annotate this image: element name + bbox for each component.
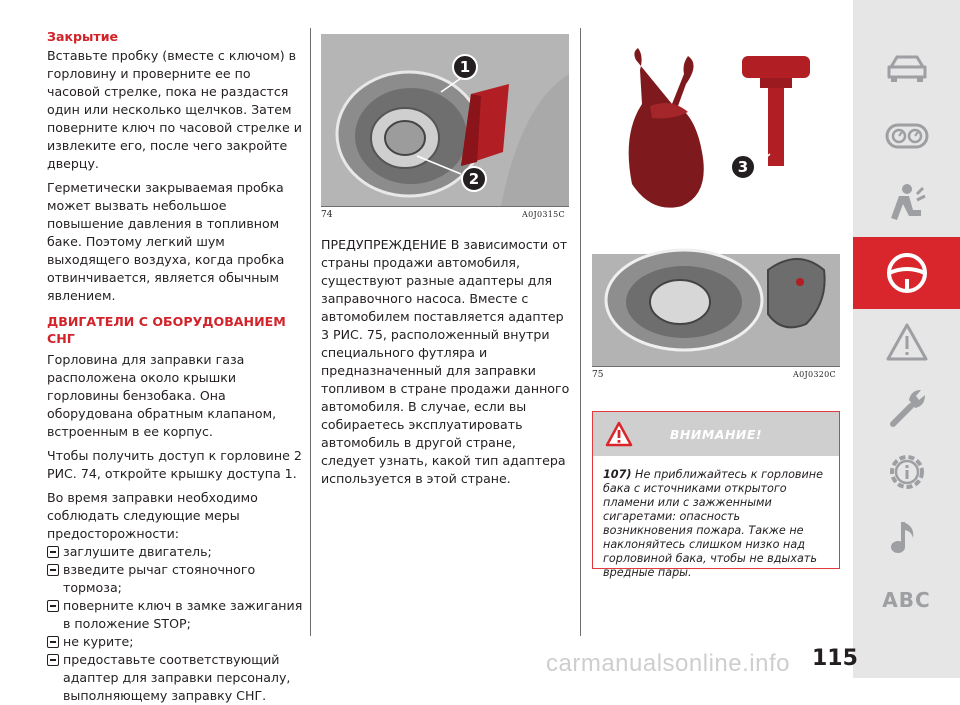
paragraph: Герметически закрываемая пробка может вызвать небольшое повышение давления в топливном баке. Поэтому легкий шум выходящего воздуха, когда пробка отвинчивается, является обычным явлением. bbox=[47, 180, 285, 303]
warning-number: 107) bbox=[603, 468, 632, 481]
section-title-closing: Закрытие bbox=[47, 29, 119, 44]
warning-text: Не приближайтесь к горловине бака с источниками открытого пламени или с зажженными сигаретами: опасность возникновения пожара. Также не наклоняйтесь слишком низко над горловиной бака, чтобы не вдыхать вредные пары. bbox=[603, 468, 823, 579]
sidebar-item-safety[interactable] bbox=[853, 166, 960, 238]
figure-code: A0J0320C bbox=[793, 370, 836, 379]
fuel-filler-illustration bbox=[321, 34, 569, 206]
warning-header bbox=[593, 412, 839, 456]
sidebar-item-emergency[interactable] bbox=[853, 372, 960, 444]
paragraph: Во время заправки необходимо соблюдать следующие меры предосторожности: bbox=[47, 490, 258, 541]
callout-3: 3 bbox=[730, 154, 756, 180]
chapter-sidebar bbox=[853, 0, 960, 678]
paragraph: Горловина для заправки газа расположена около крышки горловины бензобака. Она оборудована обратным клапаном, встроенным в ее корпус. bbox=[47, 352, 277, 439]
warning-paragraph: ПРЕДУПРЕЖДЕНИЕ В зависимости от страны продажи автомобиля, существуют разные адаптеры для заправочного насоса. Вместе с автомобилем поставляется адаптер 3 РИС. 75, расположенный внутри специального футляра и предназначенный для заправки топливом в стране продажи данного автомобиля. В случае, если вы собираетесь эксплуатировать автомобиль в другой стране, следует узнать, какой тип адаптера используется в этой стране. bbox=[321, 237, 570, 486]
figure-caption-rule bbox=[592, 366, 840, 367]
callout-2: 2 bbox=[461, 166, 487, 192]
wrench-icon bbox=[885, 386, 929, 430]
callout-1: 1 bbox=[452, 54, 478, 80]
warning-title: ВНИМАНИЕ! bbox=[669, 426, 763, 442]
steering-wheel-icon bbox=[885, 251, 929, 295]
sidebar-item-multimedia[interactable] bbox=[853, 500, 960, 572]
figure-75-lpg-adapter bbox=[592, 34, 840, 366]
column-divider bbox=[310, 28, 311, 636]
text-column-1 bbox=[47, 28, 305, 705]
list-item: предоставьте соответствующий адаптер для заправки персоналу, выполняющему заправку СНГ. bbox=[47, 651, 305, 705]
checkbox-bullet-icon bbox=[47, 600, 59, 612]
sidebar-item-maintenance[interactable] bbox=[853, 436, 960, 508]
list-item: взведите рычаг стояночного тормоза; bbox=[47, 561, 305, 597]
figure-74-fuel-filler bbox=[321, 34, 569, 206]
list-item: заглушите двигатель; bbox=[47, 543, 305, 561]
paragraph: Чтобы получить доступ к горловине 2 РИС. 74, откройте крышку доступа 1. bbox=[47, 448, 302, 481]
figure-number: 75 bbox=[592, 370, 604, 380]
list-item: поверните ключ в замке зажигания в положение STOP; bbox=[47, 597, 305, 633]
watermark: carmanualsonline.info bbox=[546, 650, 790, 677]
page-number: 115 bbox=[812, 646, 858, 671]
list-item: не курите; bbox=[47, 633, 305, 651]
warning-triangle-icon bbox=[605, 421, 633, 447]
seat-airbag-icon bbox=[885, 182, 929, 222]
section-title-lpg-engines: ДВИГАТЕЛИ С ОБОРУДОВАНИЕМ СНГ bbox=[47, 314, 286, 346]
figure-caption-rule bbox=[321, 206, 569, 207]
figure-number: 74 bbox=[321, 210, 333, 220]
paragraph: Вставьте пробку (вместе с ключом) в горловину и проверните ее по часовой стрелке, пока не раздастся один или несколько щелчков. Затем поверните ключ по часовой стрелке и извлеките его, после чего закройте дверцу. bbox=[47, 48, 302, 171]
sidebar-item-index[interactable] bbox=[853, 564, 960, 636]
checkbox-bullet-icon bbox=[47, 654, 59, 666]
checkbox-bullet-icon bbox=[47, 636, 59, 648]
music-note-icon bbox=[885, 514, 929, 558]
sidebar-item-dashboard[interactable] bbox=[853, 100, 960, 172]
checkbox-bullet-icon bbox=[47, 546, 59, 558]
figure-code: A0J0315C bbox=[522, 210, 565, 219]
car-icon bbox=[885, 53, 929, 83]
abc-icon: ABC bbox=[882, 588, 931, 612]
sidebar-item-warnings[interactable] bbox=[853, 306, 960, 378]
text-column-2 bbox=[321, 236, 571, 494]
sidebar-item-car[interactable] bbox=[853, 32, 960, 104]
column-divider bbox=[580, 28, 581, 636]
checkbox-bullet-icon bbox=[47, 564, 59, 576]
warning-body bbox=[593, 456, 839, 588]
gear-info-icon bbox=[884, 449, 930, 495]
warning-triangle-icon bbox=[885, 322, 929, 362]
sidebar-item-starting-driving[interactable] bbox=[853, 237, 960, 309]
dashboard-gauges-icon bbox=[885, 121, 929, 151]
lpg-adapter-illustration bbox=[592, 34, 840, 366]
warning-box bbox=[592, 411, 840, 579]
